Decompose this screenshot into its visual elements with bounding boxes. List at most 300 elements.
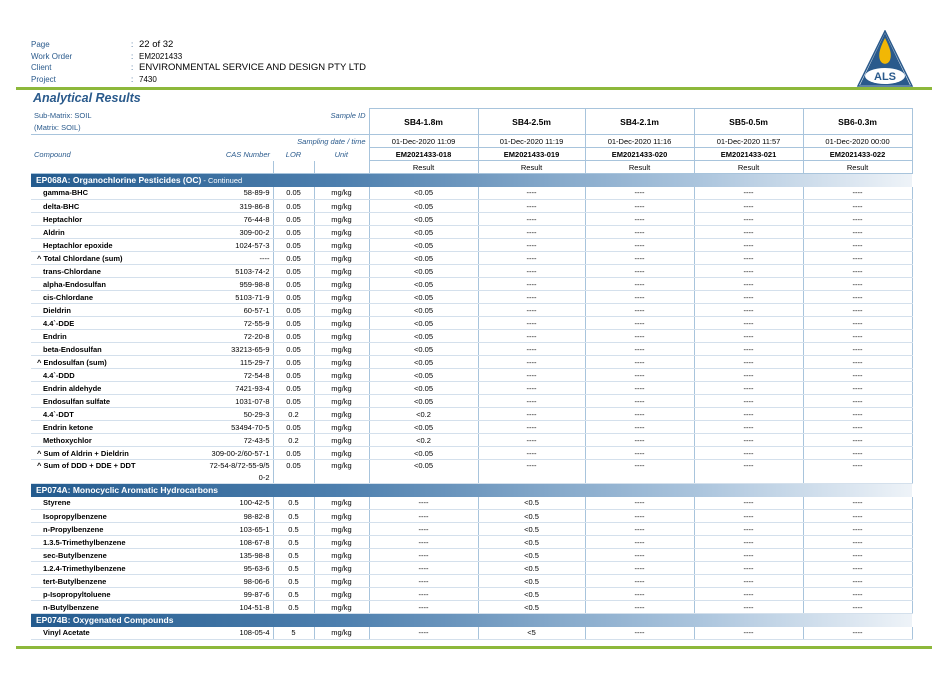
compound-name: trans-Chlordane [31,265,191,278]
table-row [31,343,912,356]
table-row [31,408,912,421]
cas-value: 58-89-9 [243,188,270,198]
result-value: ---- [585,356,694,369]
result-value: ---- [585,549,694,562]
lor-value: 0.05 [273,200,314,213]
result-value: <0.05 [369,200,478,213]
lor-value: 0.05 [273,265,314,278]
unit-value: mg/kg [314,382,369,395]
result-label: Result [369,161,478,174]
result-value: ---- [478,395,585,408]
result-value: ---- [803,434,912,447]
result-value: ---- [478,369,585,382]
unit-value: mg/kg [314,356,369,369]
result-value: <0.05 [369,291,478,304]
result-value: <0.5 [478,510,585,523]
cas-number [191,226,273,239]
separator: : [131,74,134,84]
work-order-label: Work Order [31,51,73,61]
lor-value: 0.5 [273,575,314,588]
compound-name: n-Butylbenzene [31,601,191,614]
compound-name: n-Propylbenzene [31,523,191,536]
result-value: ---- [585,369,694,382]
lor-value: 0.05 [273,291,314,304]
result-value: ---- [803,421,912,434]
sampling-date-label: Sampling date / time [191,135,369,148]
cas-number [191,588,273,601]
result-value: ---- [803,588,912,601]
table-row [31,395,912,408]
result-value: ---- [803,627,912,640]
cas-value: 99-87-6 [243,589,270,599]
section-title: EP068A: Organochlorine Pesticides (OC) [36,175,202,186]
lor-value: 0.5 [273,588,314,601]
unit-value: mg/kg [314,395,369,408]
result-value: ---- [369,562,478,575]
section-continued: - Continued [201,176,243,186]
result-value: ---- [585,252,694,265]
result-value: ---- [803,343,912,356]
client-row [31,62,366,74]
result-value: ---- [478,265,585,278]
result-value: <0.05 [369,226,478,239]
project-value: 7430 [139,74,157,84]
result-value: ---- [585,187,694,200]
unit-value: mg/kg [314,536,369,549]
result-value: ---- [803,382,912,395]
result-value: ---- [369,510,478,523]
result-value: ---- [585,213,694,226]
cas-value: 72-20-8 [243,331,270,341]
result-value: ---- [478,330,585,343]
result-value: ---- [585,627,694,640]
lor-value: 0.05 [273,226,314,239]
unit-value: mg/kg [314,304,369,317]
cas-number [191,278,273,291]
compound-label: Compound [34,149,71,159]
result-value: ---- [369,588,478,601]
page-label: Page [31,40,50,49]
separator: : [131,51,134,61]
cas-number [191,356,273,369]
page-row [31,39,366,51]
result-value: ---- [369,627,478,640]
result-value: ---- [478,447,585,460]
result-value: ---- [694,510,803,523]
compound-name: cis-Chlordane [31,291,191,304]
result-value: <0.05 [369,460,478,484]
result-value: ---- [585,200,694,213]
result-value: ---- [694,200,803,213]
table-row [31,369,912,382]
result-value: <0.5 [478,601,585,614]
table-row [31,265,912,278]
lab-id: EM2021433-022 [803,148,912,161]
result-value: ---- [694,497,803,510]
page-title: Analytical Results [33,91,141,105]
unit-value: mg/kg [314,265,369,278]
result-value: ---- [694,447,803,460]
cas-value: 1024-57-3 [235,240,270,250]
unit-value: mg/kg [314,343,369,356]
table-row [31,588,912,601]
result-value: ---- [585,601,694,614]
result-label: Result [585,161,694,174]
result-value: ---- [369,536,478,549]
result-value: ---- [694,304,803,317]
result-value: <0.05 [369,317,478,330]
compound-name: 1.2.4-Trimethylbenzene [31,562,191,575]
result-value: ---- [694,213,803,226]
result-value: <0.05 [369,330,478,343]
lab-id: EM2021433-021 [694,148,803,161]
cas-value: 5103-71-9 [235,292,270,302]
result-value: ---- [478,200,585,213]
lor-value: 0.05 [273,304,314,317]
cas-number [191,239,273,252]
unit-value: mg/kg [314,252,369,265]
result-value: <0.05 [369,213,478,226]
cas-value: 959-98-8 [239,279,270,289]
result-value: ---- [585,343,694,356]
table-row [31,304,912,317]
table-row [31,356,912,369]
sub-matrix [31,109,191,122]
cas-number [191,562,273,575]
lor-value: 0.05 [273,421,314,434]
lor-value: 0.05 [273,343,314,356]
unit-value: mg/kg [314,200,369,213]
result-value: ---- [478,434,585,447]
compound-name: 4.4`-DDE [31,317,191,330]
lab-id: EM2021433-020 [585,148,694,161]
cas-value: 53494-70-5 [231,422,270,432]
result-value: ---- [478,278,585,291]
result-label: Result [478,161,585,174]
result-value: ---- [585,523,694,536]
table-row [31,434,912,447]
unit-value: mg/kg [314,187,369,200]
lor-value: 0.5 [273,562,314,575]
result-value: ---- [694,226,803,239]
unit-value: mg/kg [314,510,369,523]
cas-number [191,523,273,536]
unit-value: mg/kg [314,369,369,382]
result-value: ---- [369,601,478,614]
cas-value: 1031-07-8 [235,396,270,406]
report-header [31,39,366,85]
lor-value: 0.05 [273,252,314,265]
cas-value: 7421-93-4 [235,383,270,393]
cas-value: 72-55-9 [243,318,270,328]
result-value: <0.2 [369,408,478,421]
compound-name: Endrin ketone [31,421,191,434]
cas-number [191,536,273,549]
cas-value: 309-00-2 [239,227,270,237]
result-value: ---- [694,562,803,575]
results-table [31,108,913,640]
unit-label: Unit [334,149,348,159]
result-value: <5 [478,627,585,640]
unit-value: mg/kg [314,421,369,434]
result-value: <0.05 [369,447,478,460]
compound-name: alpha-Endosulfan [31,278,191,291]
sample-id: SB6-0.3m [803,109,912,135]
result-value: ---- [478,343,585,356]
lor-value: 0.05 [273,395,314,408]
logo-text: ALS [874,71,896,83]
compound-name: ^ Total Chlordane (sum) [31,252,191,265]
lor-value: 0.05 [273,447,314,460]
table-row [31,226,912,239]
cas-value: 309-00-2/60-57-1 [211,448,270,458]
compound-name: Methoxychlor [31,434,191,447]
result-value: <0.05 [369,382,478,395]
result-value: ---- [803,369,912,382]
cas-value: 98-06-6 [243,576,270,586]
table-row [31,278,912,291]
lor-value: 0.05 [273,460,314,484]
compound-name: 1.3.5-Trimethylbenzene [31,536,191,549]
page-value: 22 of 32 [139,39,174,50]
cas-value: 108-67-8 [239,537,270,547]
result-value: ---- [585,460,694,484]
result-value: ---- [478,239,585,252]
compound-name: 4.4`-DDT [31,408,191,421]
table-row [31,523,912,536]
result-value: ---- [803,536,912,549]
table-row [31,187,912,200]
table-row [31,562,912,575]
header-row-sample-id [31,109,912,122]
client-value: ENVIRONMENTAL SERVICE AND DESIGN PTY LTD [139,62,366,73]
result-value: ---- [694,588,803,601]
sampling-date: 01-Dec-2020 11:09 [369,135,478,148]
cas-number [191,601,273,614]
result-value: <0.5 [478,536,585,549]
unit-value: mg/kg [314,562,369,575]
result-value: ---- [369,549,478,562]
result-value: ---- [694,356,803,369]
result-value: ---- [585,588,694,601]
result-value: ---- [585,304,694,317]
lor-label: LOR [285,149,302,159]
unit-value: mg/kg [314,627,369,640]
lor-value: 0.5 [273,601,314,614]
lor-value: 0.05 [273,213,314,226]
cas-value: 95-63-6 [243,563,270,573]
compound-name: ^ Sum of Aldrin + Dieldrin [31,447,191,460]
result-label: Result [694,161,803,174]
cas-number [191,497,273,510]
unit-value: mg/kg [314,226,369,239]
result-value: <0.5 [478,575,585,588]
table-row [31,549,912,562]
unit-value: mg/kg [314,601,369,614]
unit-value: mg/kg [314,330,369,343]
lab-id: EM2021433-019 [478,148,585,161]
result-value: ---- [803,200,912,213]
table-row [31,601,912,614]
unit-value: mg/kg [314,239,369,252]
matrix-label: (Matrix: SOIL) [34,123,81,133]
section-title: EP074B: Oxygenated Compounds [36,615,174,626]
section-header [31,614,912,627]
work-order-value: EM2021433 [139,51,183,61]
section-title: EP074A: Monocyclic Aromatic Hydrocarbons [36,485,219,496]
cas-number [191,304,273,317]
table-row [31,575,912,588]
result-value: <0.05 [369,421,478,434]
compound-name: Heptachlor [31,213,191,226]
result-value: ---- [585,239,694,252]
compound-name: ^ Endosulfan (sum) [31,356,191,369]
lor-value: 0.5 [273,549,314,562]
cas-number [191,291,273,304]
compound-name: Endosulfan sulfate [31,395,191,408]
lor-value: 5 [273,627,314,640]
cas-number [191,187,273,200]
result-value: ---- [585,382,694,395]
cas-number [191,252,273,265]
result-value: ---- [478,408,585,421]
result-value: ---- [803,447,912,460]
result-value: ---- [694,369,803,382]
result-value: ---- [585,575,694,588]
cas-number [191,265,273,278]
result-value: <0.05 [369,187,478,200]
cas-value: 60-57-1 [243,305,270,315]
unit-value: mg/kg [314,213,369,226]
result-value: <0.5 [478,497,585,510]
compound-name: sec-Butylbenzene [31,549,191,562]
compound-name: Vinyl Acetate [31,627,191,640]
result-value: ---- [803,226,912,239]
result-value: ---- [803,330,912,343]
header-row-result [31,161,912,174]
result-label: Result [803,161,912,174]
result-value: ---- [803,239,912,252]
cas-number [191,421,273,434]
cas-number [191,447,273,460]
result-value: <0.05 [369,278,478,291]
project-row [31,74,366,86]
result-value: <0.05 [369,369,478,382]
project-label: Project [31,74,56,84]
cas-label: CAS Number [225,149,270,159]
table-row [31,291,912,304]
table-row [31,460,912,484]
lor-value: 0.05 [273,382,314,395]
result-value: <0.05 [369,343,478,356]
cas-number [191,343,273,356]
result-value: ---- [803,356,912,369]
result-value: ---- [478,317,585,330]
result-value: <0.05 [369,356,478,369]
result-value: ---- [585,447,694,460]
table-row [31,239,912,252]
sampling-date: 01-Dec-2020 00:00 [803,135,912,148]
result-value: ---- [694,343,803,356]
result-value: ---- [803,497,912,510]
cas-value: 103-65-1 [239,524,270,534]
cas-value: 100-42-5 [239,498,270,508]
result-value: ---- [585,434,694,447]
table-row [31,200,912,213]
lor-value: 0.5 [273,497,314,510]
result-value: ---- [478,421,585,434]
cas-value: 5103-74-2 [235,266,270,276]
result-value: ---- [478,213,585,226]
als-logo-icon [856,30,914,88]
result-value: ---- [478,252,585,265]
header-row-sampling-date [31,135,912,148]
unit-value: mg/kg [314,460,369,484]
result-value: ---- [585,497,694,510]
cas-value: 135-98-8 [239,550,270,560]
compound-name: delta-BHC [31,200,191,213]
compound-name: ^ Sum of DDD + DDE + DDT [31,460,191,484]
result-value: ---- [478,356,585,369]
compound-name: beta-Endosulfan [31,343,191,356]
result-value: ---- [585,536,694,549]
result-value: ---- [803,278,912,291]
sample-id: SB4-2.5m [478,109,585,135]
cas-number [191,627,273,640]
sample-id: SB4-1.8m [369,109,478,135]
sampling-date: 01-Dec-2020 11:16 [585,135,694,148]
compound-name: Dieldrin [31,304,191,317]
section-header [31,174,912,187]
result-value: <0.5 [478,562,585,575]
cas-value: 104-51-8 [239,602,270,612]
result-value: ---- [803,408,912,421]
result-value: ---- [694,317,803,330]
sampling-date: 01-Dec-2020 11:57 [694,135,803,148]
result-value: ---- [694,382,803,395]
result-value: ---- [803,510,912,523]
result-value: ---- [803,575,912,588]
unit-value: mg/kg [314,575,369,588]
result-value: ---- [694,434,803,447]
result-value: <0.2 [369,434,478,447]
result-value: ---- [694,239,803,252]
table-row [31,317,912,330]
result-value: ---- [803,213,912,226]
result-value: ---- [803,601,912,614]
cas-number [191,200,273,213]
result-value: <0.05 [369,239,478,252]
result-value: ---- [478,187,585,200]
work-order-row [31,51,366,63]
result-value: ---- [694,265,803,278]
cas-value: 108-05-4 [239,628,270,638]
cas-number [191,408,273,421]
lor-value: 0.05 [273,369,314,382]
cas-number [191,549,273,562]
cas-value: 50-29-3 [243,409,270,419]
result-value: ---- [369,575,478,588]
result-value: ---- [585,226,694,239]
result-value: ---- [585,330,694,343]
unit-value: mg/kg [314,447,369,460]
result-value: ---- [803,291,912,304]
result-value: ---- [803,549,912,562]
cas-value: 76-44-8 [243,214,270,224]
compound-name: 4.4`-DDD [31,369,191,382]
result-value: ---- [694,252,803,265]
result-value: ---- [694,627,803,640]
